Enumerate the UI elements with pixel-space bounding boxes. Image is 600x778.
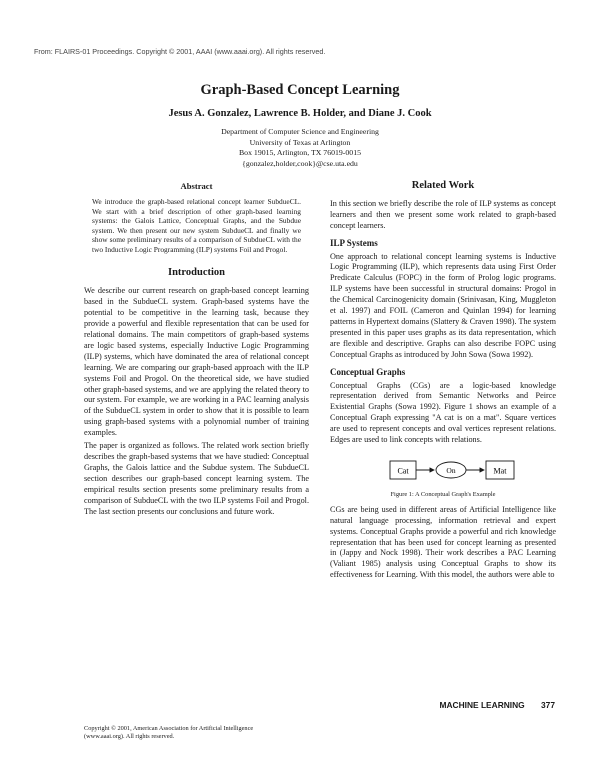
conceptual-graph-diagram — [388, 450, 518, 488]
related-work-intro: In this section we briefly describe the role of ILP systems as concept learners and then we present some work related to graph-based concept learners. — [330, 198, 556, 230]
ilp-paragraph: One approach to relational concept learning systems is Inductive Logic Programming (ILP), which represents data using First Order Predicate Calculus (FOPC) in the form of Prolog logic programs. ILP systems have been successful in structural domains: Progol in the Chemical Carcinogenicity domain (Srinivasan, King, Muggleton et al. 1997) and FOIL (Cameron and Quinlan 1994) for learning patterns in Hypertext domains (Slattery & Craven 1998). The system presented in this paper uses graphs as its data representation, which are flexible and descriptive. Graphs can also describe FOPC using Conceptual Graphs as introduced by John Sowa (Sowa 1992). — [330, 251, 556, 359]
right-column — [330, 181, 556, 583]
conceptual-graph-figure — [330, 450, 556, 488]
ilp-heading: ILP Systems — [330, 237, 378, 248]
left-column — [84, 181, 309, 519]
introduction-paragraph-2: The paper is organized as follows. The related work section briefly describes the graph-based systems that we have studied: Conceptual Graphs, the Galois lattice and the Subdue system. The SubdueCL section describes our graph-based concept learning system. The empirical results section presents some preliminary results from a comparison of SubdueCL with the two ILP systems Foil and Progol. The last section presents our conclusions and future work. — [84, 441, 309, 516]
affiliation-address: Box 19015, Arlington, TX 76019-0015 — [238, 148, 361, 157]
affiliation-university: University of Texas at Arlington — [249, 137, 351, 147]
footer-section-label: MACHINE LEARNING — [439, 700, 525, 710]
concept-node-cat-label: Cat — [397, 466, 409, 476]
figure-caption: Figure 1: A Conceptual Graph's Example — [390, 490, 496, 498]
relation-node-on-label: On — [446, 465, 456, 475]
page-number: 377 — [541, 700, 555, 710]
conceptual-graphs-paragraph-2: CGs are being used in different areas of Artificial Intelligence like natural language processing, information retrieval and expert systems. Conceptual Graphs provide a powerful and rich knowledge representation that has been used for concept learning as presented in (Jappy and Nock 1998). Their work describes a PAC Learning (Valiant 1985) analysis using Conceptual Graphs to show its effectiveness for Learning. With this model, the authors were able to — [330, 504, 556, 580]
conceptual-graphs-paragraph: Conceptual Graphs (CGs) are a logic-based knowledge representation derived from Semantic Networks and Peirce Existential Graphs (Sowa 1992). Figure 1 shows an example of a Conceptual Graph expressing "A cat is on a mat". Square vertices are used to represent concepts and oval vertices represent relations. Edges are used to link concepts with relations. — [330, 380, 556, 445]
page-footer — [440, 700, 555, 710]
affiliation-block — [0, 127, 600, 169]
conceptual-graphs-heading: Conceptual Graphs — [330, 366, 406, 377]
related-work-heading: Related Work — [411, 180, 475, 191]
affiliation-department: Department of Computer Science and Engineering — [221, 127, 379, 136]
abstract-text: We introduce the graph-based relational concept learner SubdueCL. We start with a brief description of other graph-based learning systems: the Galois Lattice, Conceptual Graphs, and the Subdue system. We then present our new system SubdueCL and finally we show some preliminary results of a comparison of SubdueCL with the two Inductive Logic Programming (ILP) systems Foil and Progol. — [92, 196, 301, 254]
copyright-note: Copyright © 2001, American Association for Artificial Intelligence (www.aaai.org). All rights reserved. — [84, 725, 254, 740]
paper-title: Graph-Based Concept Learning — [200, 82, 400, 98]
introduction-heading: Introduction — [168, 267, 225, 279]
paper-authors: Jesus A. Gonzalez, Lawrence B. Holder, and Diane J. Cook — [168, 108, 432, 119]
abstract-heading: Abstract — [180, 181, 213, 191]
introduction-paragraph-1: We describe our current research on graph-based concept learning based in the SubdueCL system. Graph-based systems have the potential to be competitive in the learning task, because they provide a powerful and flexible representation that can be used for relational domains. The main competitors of graph-based systems are logic based systems, especially Inductive Logic Programming (ILP) systems, which have dominated the area of relational concept learning. We are comparing our graph-based approach with the ILP systems Foil and Progol. On the theoretical side, we have studied other graph-based systems, and we are applying the related theory to our system. For example, we are working in a PAC learning analysis of the SubdueCL system in order to show that it is possible to learn using graph-based systems with a polynomial number of training examples. — [84, 286, 309, 438]
affiliation-email: {gonzalez,holder,cook}@cse.uta.edu — [242, 158, 358, 168]
proceedings-note: From: FLAIRS-01 Proceedings. Copyright © 2001, AAAI (www.aaai.org). All rights reserved. — [34, 47, 326, 56]
concept-node-mat-label: Mat — [493, 466, 507, 476]
